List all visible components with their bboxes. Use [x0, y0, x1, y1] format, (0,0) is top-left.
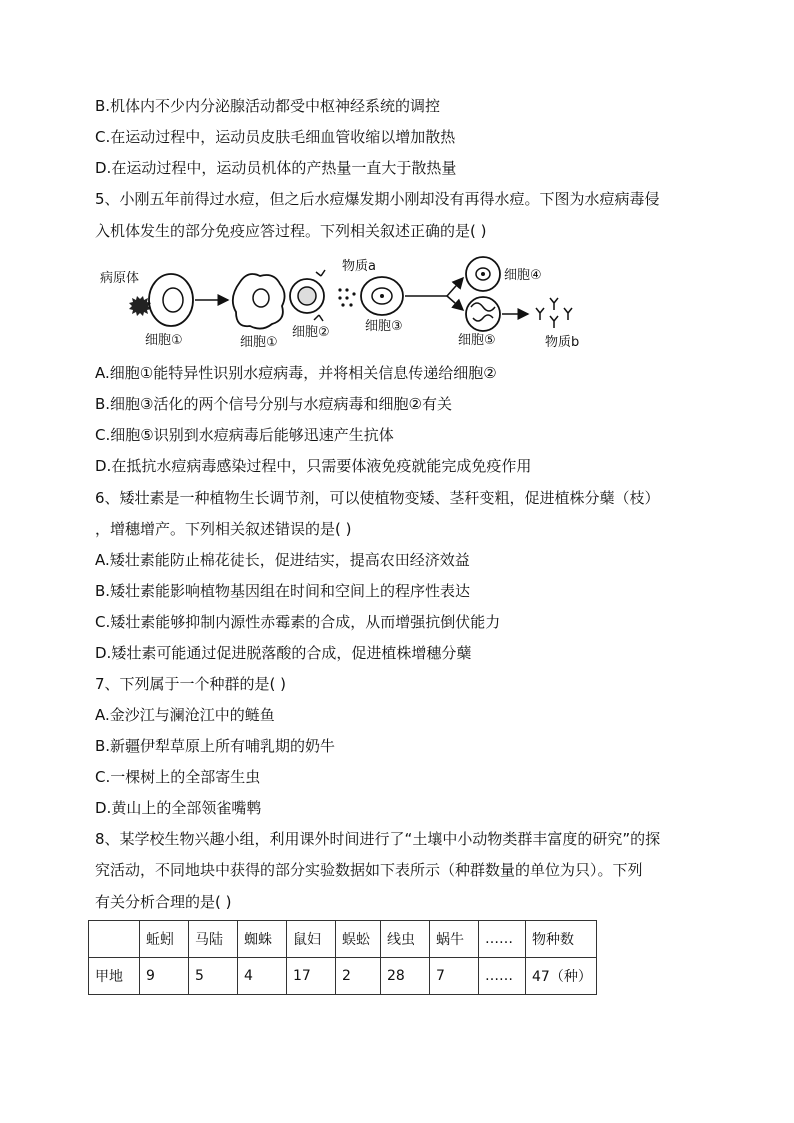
substance-a-dot — [349, 303, 352, 306]
option-5d: D.在抵抗水痘病毒感染过程中，只需要体液免疫就能完成免疫作用 — [95, 457, 532, 475]
immune-response-diagram — [95, 252, 595, 352]
option-7a: A.金沙江与澜沧江中的鲢鱼 — [95, 706, 275, 724]
option-6b: B.矮壮素能影响植物基因组在时间和空间上的程序性表达 — [95, 582, 471, 600]
cell-1b-body — [233, 274, 285, 329]
arrow-to-cell-5 — [447, 296, 463, 310]
substance-b-label: 物质b — [545, 335, 580, 350]
cell-1-label: 细胞① — [145, 333, 183, 348]
cell-2-nucleus — [298, 287, 316, 305]
cell-3-label: 细胞③ — [365, 319, 403, 334]
cell-4-nucleolus — [481, 272, 485, 276]
cell-1-body — [149, 274, 193, 326]
table-cell: 2 — [336, 958, 381, 995]
option-7c: C.一棵树上的全部寄生虫 — [95, 768, 261, 786]
arrow-to-cell-4 — [447, 278, 463, 296]
option-5c: C.细胞⑤识别到水痘病毒后能够迅速产生抗体 — [95, 426, 394, 444]
option-5a: A.细胞①能特异性识别水痘病毒，并将相关信息传递给细胞② — [95, 364, 497, 382]
question-5-stem-1: 5、小刚五年前得过水痘，但之后水痘爆发期小刚却没有再得水痘。下图为水痘病毒侵 — [95, 190, 660, 208]
option-5b: B.细胞③活化的两个信号分别与水痘病毒和细胞②有关 — [95, 395, 452, 413]
question-7-stem: 7、下列属于一个种群的是( ) — [95, 675, 287, 693]
table-header-cell: 蚯蚓 — [140, 921, 189, 958]
table-cell: …… — [479, 958, 526, 995]
question-6-stem-1: 6、矮壮素是一种植物生长调节剂，可以使植物变矮、茎秆变粗，促进植株分蘖（枝） — [95, 489, 660, 507]
table-cell: 5 — [189, 958, 238, 995]
cell-5-er — [471, 303, 495, 321]
table-header-cell: …… — [479, 921, 526, 958]
option-6d: D.矮壮素可能通过促进脱落酸的合成，促进植株增穗分蘖 — [95, 644, 472, 662]
table-header-row — [89, 921, 597, 958]
substance-a-dot — [345, 288, 348, 291]
option-6a: A.矮壮素能防止棉花徒长，促进结实，提高农田经济效益 — [95, 551, 470, 569]
substance-a-dot — [341, 303, 344, 306]
table-cell: 9 — [140, 958, 189, 995]
table-header-cell: 鼠妇 — [287, 921, 336, 958]
table-cell: 28 — [381, 958, 430, 995]
table-header-cell: 物种数 — [526, 921, 597, 958]
question-8-stem-2: 究活动，不同地块中获得的部分实验数据如下表所示（种群数量的单位为只）。下列 — [95, 861, 643, 879]
question-6-stem-2: ，增穗增产。下列相关叙述错误的是( ) — [95, 520, 352, 538]
cell-2-receptor-b — [314, 315, 323, 321]
question-8-stem-3: 有关分析合理的是( ) — [95, 893, 232, 911]
question-5-stem-2: 入机体发生的部分免疫应答过程。下列相关叙述正确的是( ) — [95, 222, 487, 240]
line-3: D.在运动过程中，运动员机体的产热量一直大于散热量 — [95, 159, 457, 177]
table-header-cell — [89, 921, 140, 958]
cell-2-label: 细胞② — [292, 325, 330, 340]
line-2: C.在运动过程中，运动员皮肤毛细血管收缩以增加散热 — [95, 128, 456, 146]
table-header-cell: 马陆 — [189, 921, 238, 958]
table-header-cell: 线虫 — [381, 921, 430, 958]
question-8-stem-1: 8、某学校生物兴趣小组，利用课外时间进行了“土壤中小动物类群丰富度的研究”的探 — [95, 830, 661, 848]
pathogen-icon — [129, 296, 151, 316]
survey-table — [88, 920, 597, 995]
option-7d: D.黄山上的全部领雀嘴鹎 — [95, 799, 262, 817]
table-cell: 4 — [238, 958, 287, 995]
cell-5-label: 细胞⑤ — [458, 333, 496, 348]
antibody-icons — [536, 298, 572, 328]
table-cell: 17 — [287, 958, 336, 995]
cell-3-nucleolus — [380, 294, 384, 298]
substance-a-dot — [338, 296, 341, 299]
cell-4-label: 细胞④ — [504, 268, 542, 283]
substance-a-label: 物质a — [342, 259, 376, 274]
line-1: B.机体内不少内分泌腺活动都受中枢神经系统的调控 — [95, 97, 441, 115]
cell-1b-nucleus — [253, 289, 269, 307]
table-header-cell: 蜈蚣 — [336, 921, 381, 958]
table-row — [89, 958, 597, 995]
substance-a-dot — [338, 288, 341, 291]
cell-1b-label: 细胞① — [240, 335, 278, 350]
substance-a-dot — [345, 296, 348, 299]
pathogen-label: 病原体 — [100, 271, 140, 286]
cell-2-receptor — [316, 270, 325, 276]
cell-5-body — [466, 297, 500, 331]
table-cell: 7 — [430, 958, 479, 995]
option-7b: B.新疆伊犁草原上所有哺乳期的奶牛 — [95, 737, 336, 755]
table-cell: 甲地 — [89, 958, 140, 995]
cell-1-nucleus — [163, 288, 183, 312]
table-header-cell: 蜗牛 — [430, 921, 479, 958]
option-6c: C.矮壮素能够抑制内源性赤霉素的合成，从而增强抗倒伏能力 — [95, 613, 501, 631]
table-header-cell: 蜘蛛 — [238, 921, 287, 958]
table-cell: 47（种） — [526, 958, 597, 995]
substance-a-dot — [352, 292, 355, 295]
